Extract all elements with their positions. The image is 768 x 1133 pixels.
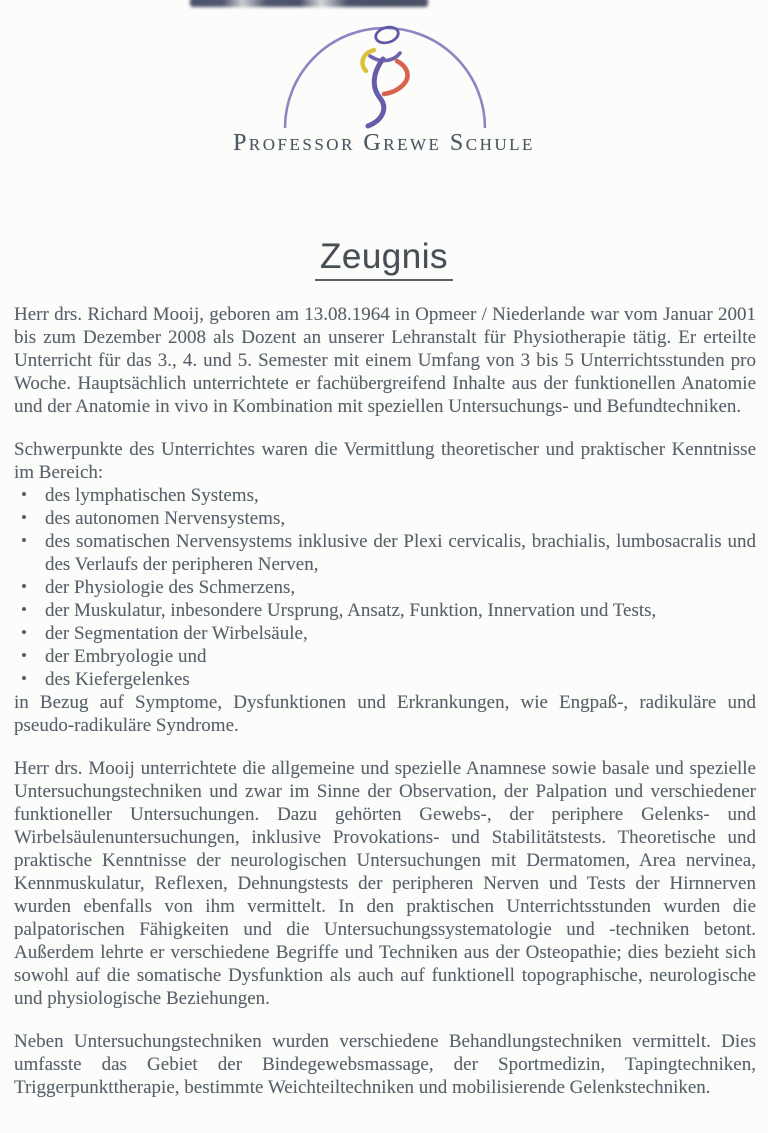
focus-list <box>14 484 756 691</box>
list-item <box>14 622 756 645</box>
bullet-icon: • <box>21 600 27 619</box>
list-item-text: des autonomen Nervensystems, <box>45 508 286 529</box>
treatment-paragraph: Neben Untersuchungstechniken wurden verschiedene Behandlungstechniken vermittelt. Dies umfasste das Gebiet der Bindegewebsmassage, der Sportmedizin, Tapingtechniken, Triggerpunkttherapie, bestimmte Weichteiltechniken und mobilisierende Gelenkstechniken. <box>14 1031 756 1098</box>
bullet-icon: • <box>21 577 27 596</box>
focus-outro: in Bezug auf Symptome, Dysfunktionen und Erkrankungen, wie Engpaß-, radikuläre und pseudo-radikuläre Syndrome. <box>14 692 756 736</box>
bullet-icon: • <box>21 646 27 665</box>
intro-paragraph: Herr drs. Richard Mooij, geboren am 13.08.1964 in Opmeer / Niederlande war vom Januar 2001 bis zum Dezember 2008 als Dozent an unserer Lehranstalt für Physiotherapie tätig. Er erteilte Unterricht für das 3., 4. und 5. Semester mit einem Umfang von 3 bis 5 Unterrichtsstunden pro Woche. Hauptsächlich unterrichtete er fachübergreifend Inhalte aus der funktionellen Anatomie und der Anatomie in vivo in Kombination mit speziellen Untersuchungs- und Befundtechniken. <box>14 304 756 417</box>
list-item-text: der Muskulatur, inbesondere Ursprung, Ansatz, Funktion, Innervation und Tests, <box>45 600 657 621</box>
list-item-text: der Embryologie und <box>45 646 207 667</box>
list-item-text: des lymphatischen Systems, <box>45 485 259 506</box>
bullet-icon: • <box>21 669 27 688</box>
scan-artifact <box>190 0 428 7</box>
running-person-icon <box>363 25 408 126</box>
letterhead <box>0 0 768 157</box>
bullet-icon: • <box>21 623 27 642</box>
school-name: Professor Grewe Schule <box>233 130 535 156</box>
bullet-icon: • <box>21 508 27 527</box>
document-title: Zeugnis <box>315 237 453 281</box>
bullet-icon: • <box>21 485 27 504</box>
document-body <box>14 303 756 1099</box>
list-item <box>14 484 756 507</box>
list-item-text: der Segmentation der Wirbelsäule, <box>45 623 308 644</box>
list-item-text: des Kiefergelenkes <box>45 669 190 690</box>
bullet-icon: • <box>21 531 27 550</box>
list-item <box>14 576 756 599</box>
methods-paragraph: Herr drs. Mooij unterrichtete die allgemeine und spezielle Anamnese sowie basale und spezielle Untersuchungstechniken und zwar im Sinne der Observation, der Palpation und verschiedener funktioneller Untersuchungen. Dazu gehörten Gewebs-, der periphere Gelenks- und Wirbelsäulenuntersuchungen, inklusive Provokations- und Stabilitätstests. Theoretische und praktische Kenntnisse der neurologischen Untersuchungen mit Dermatomen, Area nervinea, Kennmuskulatur, Reflexen, Dehnungstests der peripheren Nerven und Tests der Hirnnerven wurden ebenfalls von ihm vermittelt. In den praktischen Unterrichtsstunden wurden die palpatorischen Fähigkeiten und die Untersuchungssystematologie und -techniken betont. Außerdem lehrte er verschiedene Begriffe und Techniken aus der Osteopathie; dies bezieht sich sowohl auf die somatische Dysfunktion als auch auf funktionell topographische, neurologische und physiologische Beziehungen. <box>14 758 756 1009</box>
list-item-text: des somatischen Nervensystems inklusive der Plexi cervicalis, brachialis, lumbosacralis und des Verlaufs der peripheren Nerven, <box>45 531 756 575</box>
list-item <box>14 530 756 576</box>
list-item <box>14 645 756 668</box>
list-item <box>14 599 756 622</box>
list-item <box>14 507 756 530</box>
school-logo <box>259 10 509 132</box>
list-item <box>14 668 756 691</box>
list-item-text: der Physiologie des Schmerzens, <box>45 577 296 598</box>
focus-intro: Schwerpunkte des Unterrichtes waren die Vermittlung theoretischer und praktischer Kenntnisse im Bereich: <box>14 439 756 483</box>
